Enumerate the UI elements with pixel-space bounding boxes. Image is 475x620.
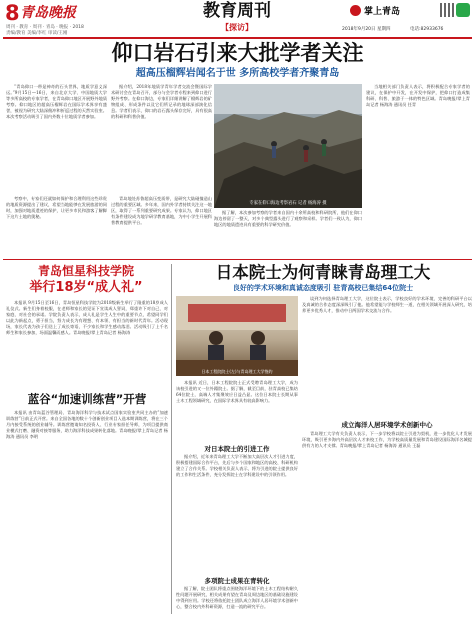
body-text: “青岛仰口一带是神奇的石头世界，地质学意义深远。”9月15日—16日，来自北京大学、中国地质大学等多所高校的专家学者，在青岛仰口地区开展野外地质考察。仰口地区的超高压榴辉岩在国际学术界享有盛誉，被视为研究大陆深俯冲和折返过程的天然实验室。本次考察活动吸引了国内外数十位地质学者参加。 [6,84,107,120]
paper-name: 青岛晚报 [20,5,76,21]
body-text: 本报讯 由青岛蓝谷管理局、青岛海洋科学与技术试点国家实验室共同主办的“加速训练营”日前正式开营。来自全国各地的数十个创新创业项目入选本期训练营，将在三个月内接受系统的创业辅导。训练营邀请知名投资人、行业专家担任导师，为项目提供商业模式打磨、融资对接等服务，助力海洋科技成果转化落地。青岛晚报/掌上青岛记者 杨海涛 通讯员 李明 [6,410,168,440]
page-number: 8 [5,1,20,25]
top-column-2 [111,84,212,194]
editor-line: 责编/教育 美编/李红 审读/王刚 [6,31,68,36]
wechat-icon [456,3,470,17]
signing-photo-art [176,296,298,376]
section-title: 教育周刊 [203,1,271,21]
body-text: 据介绍，2018年地质学青年学者交流会暨国际学术研讨会在青岛召开，部分与会学者专程来到仰口进行野外考察。在仰口海边，专家们详细讲解了榴辉岩的矿物组成、形成条件以及它们所记录的地球深部演化信息。学者们表示，仰口的岩石露头保存完好，具有很高的科研和科普价值。 [111,84,212,120]
body-text: 本报讯 9月15日至16日，青岛恒星科技学院为2018级新生举行了隆重的18岁成人礼仪式。新生们身着校服，在老师和家长的见证下宣读成人誓词，郑重许下对自己、对家庭、对社会的承诺。学院负责人表示，成人礼是学生人生中的重要节点，希望同学们以此为新起点，勇于担当，努力成长为有理想、有本领、有担当的新时代青年。活动现场，家长代表为孩子们送上了成长寄语，不少家长和学生感动落泪。活动吸引了上千名师生和家长参加，场面温馨而感人。青岛晚报/掌上青岛记者 杨海涛 [6,300,168,336]
body-text: 考察中，专家们还就如何保护和合理利用这些珍贵的地质资源提出了建议，希望当地能够在发展旅游的同时，加强对地质遗迹的保护，让更多市民和游客了解脚下这片土地的奥秘。 [6,196,107,220]
section-title-1: 对日本院士的引进工作 [204,445,270,453]
top-column-4 [111,196,212,256]
story4-column-3 [176,454,298,572]
story2-body [6,300,168,385]
body-text: 据了解，院士团队将重点围绕海洋环境下的土木工程结构耐久性问题开展研究，相关成果有望在青岛及周边地区的基础设施建设中得到应用。学校还将依托院士团队成立海洋人居环境学术创新中心，整合校内外科研资源，打造一流的研究平台。 [176,586,298,610]
headline-story2-line2: 举行18岁“成人礼” [29,280,143,295]
section-title-2: 多项院士成果在青转化 [204,577,270,585]
top-column-1 [6,84,107,194]
signing-photo-caption: 日本工程院院士(左)与青岛理工大学签约 [201,369,273,374]
headline-story2-line1: 青岛恒星科技学院 [37,264,134,278]
body-text: 青岛地处苏鲁超高压变质带，是研究大陆碰撞造山过程的重要区域。多年来，国内外学者持续关注这一地区，取得了一系列重要研究成果。专家认为，仰口地区有条件建设成为地学研学教育基地，为中小学生开展科普教育提供平台。 [111,196,212,226]
headline-story4: 日本院士为何青睐青岛理工大 [215,263,431,282]
rock-photo [214,84,362,208]
subhead-top: 超高压榴辉岩闻名于世 多所高校学者齐聚青岛 [135,68,340,79]
masthead [0,0,475,38]
story4-column-1 [176,380,298,442]
vertical-divider [171,264,172,614]
qr-code-icon [440,3,454,17]
body-text: 据了解，本次参加考察的学者来自国内十余所高校和科研院所，他们在仰口海边停留了一整天，对多个典型露头进行了观察和采样。学者们一致认为，仰口地区的地质遗迹具有重要的科学研究价值。 [214,210,362,228]
app-name: 掌上青岛 [364,7,401,17]
top-column-6 [366,84,470,256]
story4-column-5 [302,431,472,615]
section-tag: 【探访】 [221,23,253,32]
top-column-5 [214,210,362,256]
photo-caption: 专家在仰口海边考察岩石 记者 杨海涛 摄 [249,201,327,206]
top-column-3 [6,196,107,256]
edition-line: 周刊 · 教育 · 周刊 · 青岛 · 晚报 · 2018 [6,25,84,30]
date-line: 2018年9月20日 星期四 [342,27,391,32]
story3-body [6,410,168,615]
subhead-story4: 良好的学术环境和真诚态度吸引 驻青高校已集结64位院士 [232,284,414,292]
headline-story3: 蓝谷“加速训练营”开营 [27,392,147,406]
masthead-rule [3,37,472,39]
body-text: 谈到为何选择青岛理工大学，这位院士表示，学校良好的学术环境、完善的科研平台以及真诚的合作态度深深吸引了他。他希望能与学校师生一道，在相关领域开展深入研究，培养更多优秀人才，推动中日两国学术交流与合作。 [302,296,472,314]
signing-photo [176,296,298,376]
hotline: 电话:82933676 [410,27,444,32]
story4-column-4 [176,586,298,616]
story4-column-2 [302,296,472,416]
section-divider [3,259,472,260]
body-text: 本报讯 近日，日本工程院院士正式受聘青岛理工大学，成为该校引进的又一位外籍院士。据了解，截至目前，驻青高校已集结64位院士，高端人才集聚效应日益凸显。这位日本院士长期从事土木工程领域研究，在国际学术界具有较高影响力。 [176,380,298,404]
section-title-3: 成立海洋人居环境学术创新中心 [341,421,433,429]
rock-photo-art [214,84,362,208]
headline-top: 仰口岩石引来大批学者关注 [111,41,364,65]
app-logo-icon [350,5,361,16]
body-text: 据介绍，近年来青岛理工大学不断加大高层次人才引进力度，积极搭建国际合作平台，先后与多个国家和地区的高校、科研机构建立了合作关系。学校相关负责人表示，将为引进的院士提供良好的工作和生活条件，充分发挥院士在学科建设中的引领作用。 [176,454,298,478]
body-text: 青岛理工大学有关负责人表示，下一步学校将以院士引进为契机，进一步优化人才发展环境，吸引更多海内外高层次人才来校工作，为学校高质量发展和青岛建设国际海洋名城提供有力的人才支撑。青岛晚报/掌上青岛记者 杨海涛 通讯员 王磊 [302,431,472,449]
body-text: 当地相关部门负责人表示，将积极配合专家学者的建议，在保护中开发，在开发中保护，把仰口打造成集科研、科普、旅游于一体的特色区域。青岛晚报/掌上青岛记者 杨海涛 通讯员 任青 [366,84,470,108]
